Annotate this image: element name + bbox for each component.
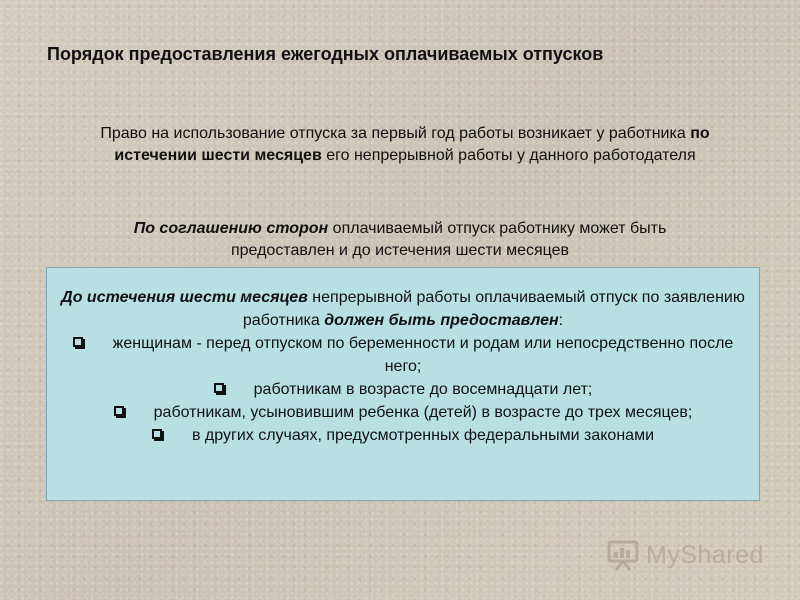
list-item <box>57 424 749 447</box>
checkbox-bullet-icon <box>214 383 224 393</box>
mandatory-leave-box <box>46 267 760 501</box>
para1-text-start: Право на использование отпуска за первый год работы возникает у работника <box>100 125 691 142</box>
list-item-text: женщинам - перед отпуском по беременности и родам или непосредственно после него; <box>112 335 734 375</box>
presentation-board-icon <box>606 538 640 572</box>
list-item <box>57 401 749 424</box>
logo-text: MyShared <box>646 540 764 569</box>
box-intro-text: непрерывной работы оплачиваемый отпуск по заявлению работника <box>242 289 745 329</box>
paragraph-agreement <box>120 218 680 262</box>
eligible-list <box>57 332 749 447</box>
page-title: Порядок предоставления ежегодных оплачиваемых отпусков <box>47 44 604 64</box>
para1-text-end: его непрерывной работы у данного работодателя <box>321 147 696 164</box>
checkbox-bullet-icon <box>114 406 124 416</box>
box-intro-emphasis: До истечения шести месяцев <box>61 289 308 306</box>
para2-text: оплачиваемый отпуск работнику может быть предоставлен и до истечения шести месяцев <box>230 220 667 259</box>
checkbox-bullet-icon <box>73 337 83 347</box>
watermark-logo <box>606 538 764 572</box>
list-item <box>57 378 749 401</box>
list-item-text: в других случаях, предусмотренных федеральными законами <box>191 427 654 444</box>
checkbox-bullet-icon <box>152 429 162 439</box>
para1-bold-text: по истечении шести месяцев <box>114 125 710 164</box>
paragraph-first-year-right <box>70 123 740 167</box>
box-intro <box>57 286 749 332</box>
box-intro-end: : <box>558 312 564 329</box>
list-item-text: работникам, усыновившим ребенка (детей) в возрасте до трех месяцев; <box>153 404 693 421</box>
box-intro-emphasis-2: должен быть предоставлен <box>324 312 559 329</box>
para2-emphasis: По соглашению сторон <box>133 220 329 237</box>
list-item <box>57 332 749 378</box>
list-item-text: работникам в возрасте до восемнадцати лет; <box>253 381 593 398</box>
